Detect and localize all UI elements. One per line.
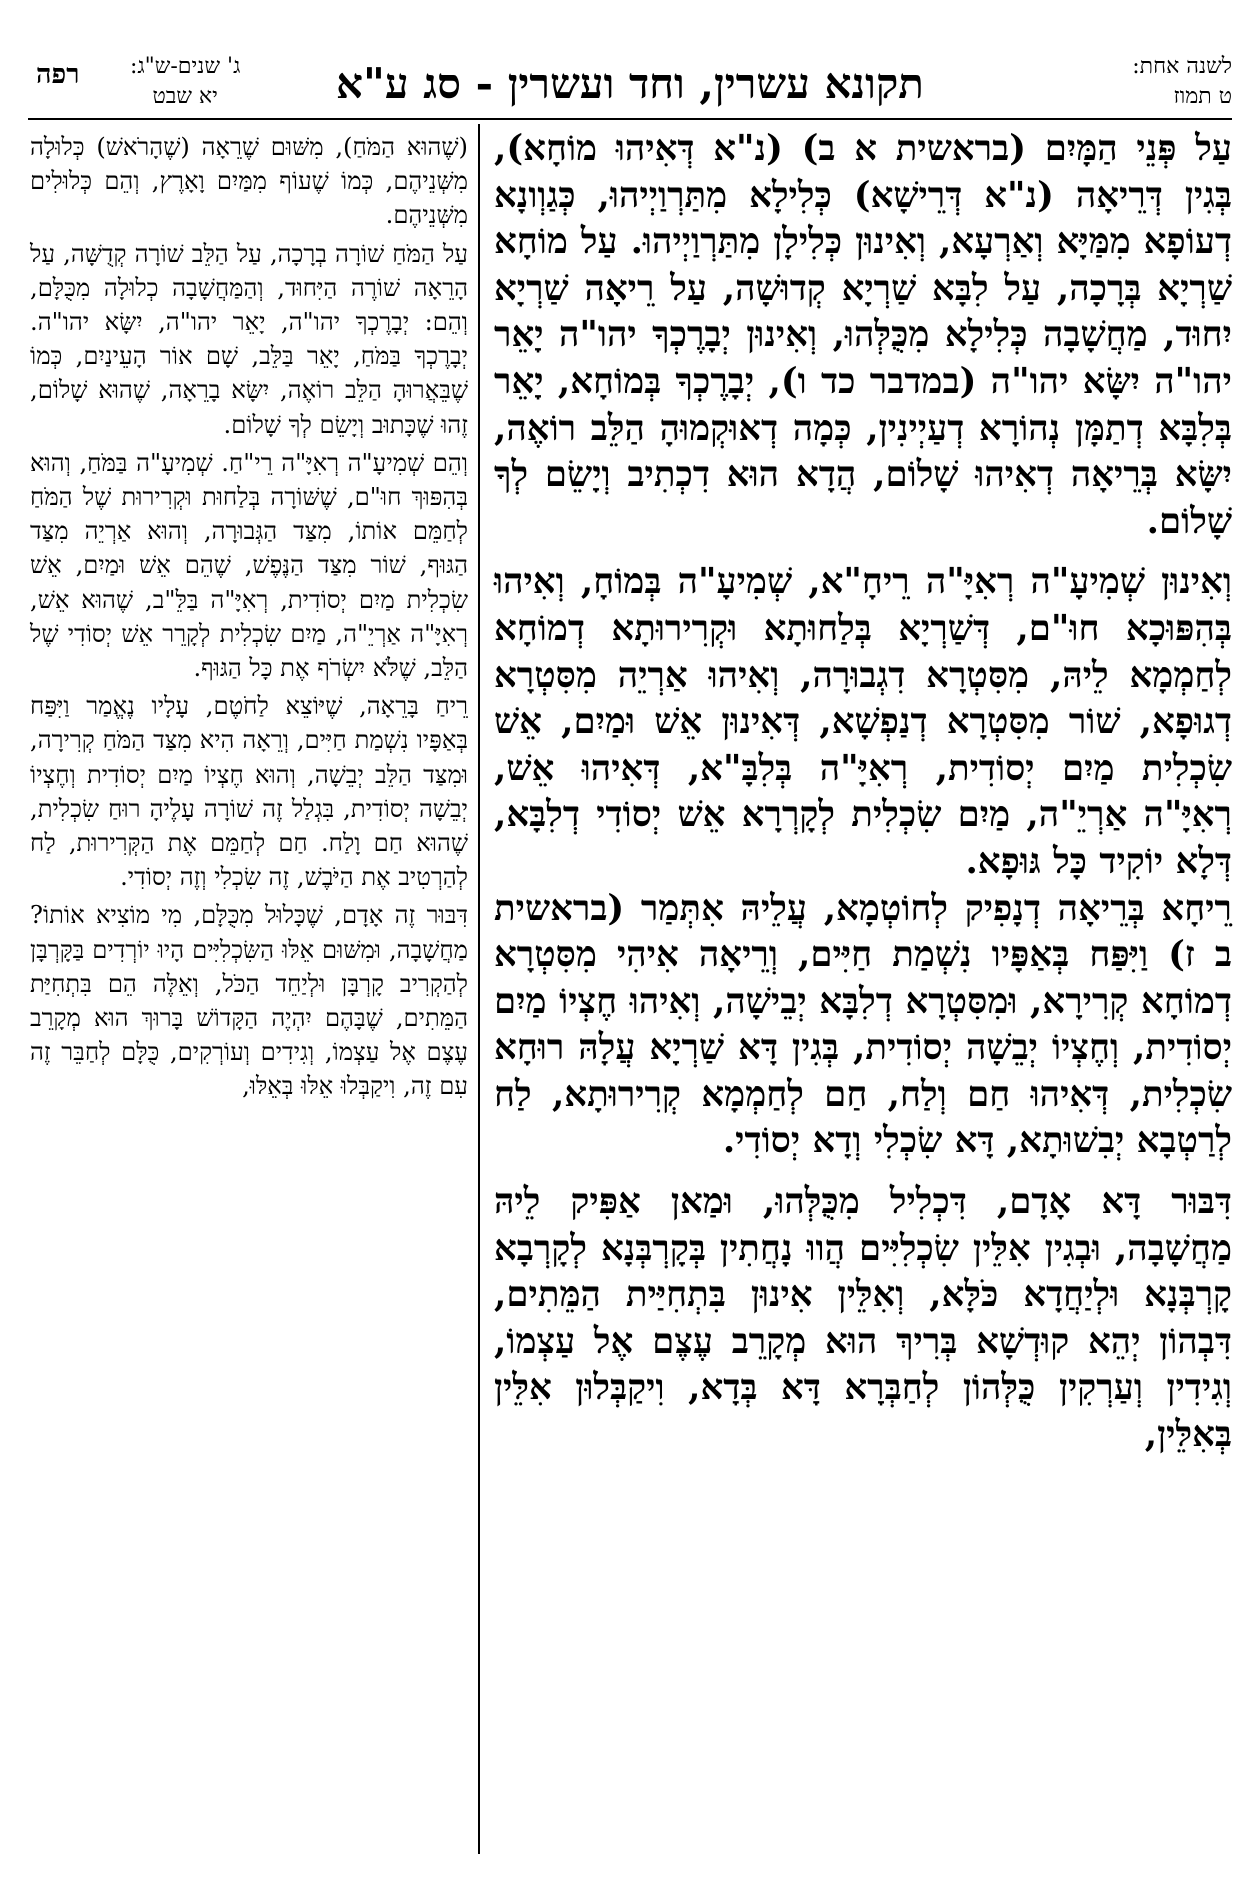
- header-divider: [28, 118, 1232, 120]
- schedule-date: ט תמוז: [1173, 84, 1232, 109]
- main-paragraph: עַל פְּנֵי הַמָּיִם (בראשית א ב) (נ"א דְּאִיהוּ מוֹחָא), בְּגִין דְּרֵיאָה (נ"א דְּרֵישָׁא) כְּלִילָא מִתַּרְוַיְיהוּ, כְּגַוְונָא דְעוֹפָא מִמַּיָּא וְאַרְעָא, וְאִינוּן כְּלִילָן מִתַּרְוַיְיהוּ. עַל מוֹחָא שַׁרְיָא בְּרָכָה, עַל לִבָּא שַׁרְיָא קְדוּשָׁה, עַל רֵיאָה שַׁרְיָא יִחוּד, מַחֲשָׁבָה כְּלִילָא מִכֻּלְּהוּ, וְאִינוּן יְבָרֶכְךָ יהו"ה יָאֵר יהו"ה יִשָּׂא יהו"ה (במדבר כד ו), יְבָרֶכְךָ בְּמוֹחָא, יָאֵר בְּלִבָּא דְתַמָּן נְהוֹרָא דְעַיְינִין, כְּמָה דְאוּקְמוּהָ הַלֵּב רוֹאֶה, יִשָּׂא בְּרֵיאָה דְאִיהוּ שָׁלוֹם, הֲדָא הוּא דִכְתִיב וְיָשֵׂם לְךָ שָׁלוֹם.: [494, 128, 1232, 542]
- commentary-paragraph: דִּבּוּר זֶה אָדָם, שֶׁכָּלוּל מִכֻּלָּם, מִי מוֹצִיא אוֹתוֹ? מַחֲשָׁבָה, וּמִשּׁוּם אֵלּוּ הַשִּׂכְלִיִּים הָיוּ יוֹרְדִים בַּקָּרְבָּן לְהַקְרִיב קָרְבָּן וּלְיַחֵד הַכֹּל, וְאֵלֶּה הֵם בִּתְחִיַּת הַמֵּתִים, שֶׁבָּהֶם יִהְיֶה הַקָּדוֹשׁ בָּרוּךְ הוּא מְקָרֵב עֶצֶם אֶל עַצְמוֹ, וְגִידִים וְעוֹרְקִים, כֻּלָּם לְחַבֵּר זֶה עִם זֶה, וִיקַבְּלוּ אֵלּוּ בְּאֵלּוּ,: [30, 901, 468, 1101]
- study-schedule-three-years: [130, 52, 240, 112]
- commentary-paragraph: רֵיחַ בָּרֵאָה, שֶׁיּוֹצֵא לַחֹטֶם, עָלָיו נֶאֱמַר וַיִּפַּח בְּאַפָּיו נִשְׁמַת חַיִּים, וְרֵאָה הִיא מִצַּד הַמֹּחַ קְרִירָה, וּמִצַּד הַלֵּב יְבֵשָׁה, וְהוּא חֶצְיוֹ מַיִם יְסוֹדִית וְחֶצְיוֹ יְבֵשָׁה יְסוֹדִית, בִּגְלַל זֶה שׁוֹרָה עָלֶיהָ רוּחַ שִׂכְלִית, שֶׁהוּא חַם וָלַח. חַם לְחַמֵּם אֶת הַקְּרִירוּת, לַח לְהַרְטִיב אֶת הַיֹּבֶשׁ, זֶה שִׂכְלִי וְזֶה יְסוֹדִי.: [30, 692, 468, 892]
- main-paragraph: וְאִינוּן שְׁמִיעָ"ה רְאִיָּ"ה רֵיחָ"א, שְׁמִיעָ"ה בְּמוֹחָ, וְאִיהוּ בְּהִפּוּכָא חוּ"ם, דְּשַׁרְיָא בְּלַחוּתָא וּקְרִירוּתָא דְמוֹחָא לְחַמְמָא לֵיהּ, מִסִּטְרָא דִגְבוּרָה, וְאִיהוּ אַרְיֵה מִסִּטְרָא דְגוּפָא, שׁוֹר מִסִּטְרָא דְנַפְשָׁא, דְּאִינוּן אֵשׁ וּמַיִם, אֵשׁ שִׂכְלִית מַיִם יְסוֹדִית, רְאִיָּ"ה בְּלִבָּ"א, דְּאִיהוּ אֵשׁ, רְאִיָּ"ה אַרְיֵ"ה, מַיִם שִׂכְלִית לְקָרְרָא אֵשׁ יְסוֹדִי דְלִבָּא, דְּלָא יוֹקִיד כָּל גּוּפָא.: [494, 561, 1232, 882]
- commentary-paragraph: עַל הַמֹּחַ שׁוֹרָה בְרָכָה, עַל הַלֵּב שׁוֹרָה קְדֻשָּׁה, עַל הָרֵאָה שׁוֹרֶה הַיִּחוּד, וְהַמַּחֲשָׁבָה כְלוּלָה מִכֻּלָּם, וְהֵם: יְבָרֶכְךָ יהו"ה, יָאֵר יהו"ה, יִשָּׂא יהו"ה. יְבָרֶכְךָ בַּמֹּחַ, יָאֵר בַּלֵּב, שָׁם אוֹר הָעֵינַיִם, כְּמוֹ שֶׁבֵּאֲרוּהָ הַלֵּב רוֹאֶה, יִשָּׂא בָרֵאָה, שֶׁהוּא שָׁלוֹם, זֶהוּ שֶׁכָּתוּב וְיָשֵׂם לְךָ שָׁלוֹם.: [30, 239, 468, 439]
- schedule-label: לשנה אחת:: [1132, 54, 1232, 79]
- page-title: תקונא עשרין, וחד ועשרין - סג ע"א: [336, 59, 924, 108]
- main-paragraph: רֵיחָא בְּרֵיאָה דְנָפִיק לְחוֹטְמָא, עֲלֵיהּ אִתְּמַר (בראשית ב ז) וַיִּפַּח בְּאַפָּיו נִשְׁמַת חַיִּים, וְרֵיאָה אִיהִי מִסִּטְרָא דְמוֹחָא קְרִירָא, וּמִסִּטְרָא דְלִבָּא יְבֵישָׁה, וְאִיהוּ חֶצְיוֹ מַיִם יְסוֹדִית, וְחֶצְיוֹ יְבֵשָׁה יְסוֹדִית, בְּגִין דָּא שַׁרְיָא עֲלָהּ רוּחָא שִׂכְלִית, דְּאִיהוּ חַם וְלַח, חַם לְחַמְמָא קְרִירוּתָא, לַח לְרַטְבָא יְבִשׁוּתָא, דָּא שִׂכְלִי וְדָא יְסוֹדִי.: [494, 887, 1232, 1162]
- commentary-column: [30, 130, 468, 1104]
- column-divider: [478, 124, 480, 1854]
- schedule-label-3y: ג' שנים-ש"ג:: [130, 54, 241, 79]
- main-text-column: [494, 126, 1232, 1459]
- schedule-date-3y: יא שבט: [152, 84, 218, 109]
- commentary-paragraph: וְהֵם שְׁמִיעָ"ה רְאִיָּ"ה רֵי"חַ. שְׁמִיעָ"ה בַּמֹּחַ, וְהוּא בְּהִפּוּךְ חוּ"ם, שֶׁשּׁוֹרָה בְּלַחוּת וּקְרִירוּת שֶׁל הַמֹּחַ לְחַמֵּם אוֹתוֹ, מִצַּד הַגְּבוּרָה, וְהוּא אַרְיֵה מִצַּד הַגּוּף, שׁוֹר מִצַּד הַנֶּפֶשׁ, שֶׁהֵם אֵשׁ וּמַיִם, אֵשׁ שִׂכְלִית מַיִם יְסוֹדִית, רְאִיָּ"ה בַּלֵּ"ב, שֶׁהוּא אֵשׁ, רְאִיָּ"ה אַרְיֵ"ה, מַיִם שִׂכְלִית לְקָרֵר אֵשׁ יְסוֹדִי שֶׁל הַלֵּב, שֶׁלֹּא יִשְׂרֹף אֶת כָּל הַגּוּף.: [30, 448, 468, 683]
- main-paragraph: דִּבּוּר דָּא אָדָם, דִּכְלִיל מִכֻּלְּהוּ, וּמַאן אַפִּיק לֵיהּ מַחֲשָׁבָה, וּבְגִין אִלֵּין שִׂכְלִיִּים הֲווּ נָחֲתִין בְּקָרְבְּנָא לְקָרְבָא קָרְבְּנָא וּלְיַחֲדָא כֹּלָּא, וְאִלֵּין אִינוּן בִּתְחִיַּית הַמֵּתִים, דִּבְהוֹן יְהֵא קוּדְשָׁא בְּרִיךְ הוּא מְקָרֵב עֶצֶם אֶל עַצְמוֹ, וְגִידִין וְעַרְקִין כֻּלְּהוֹן לְחַבְּרָא דָּא בְּדָא, וִיקַבְּלוּן אִלֵּין בְּאִלֵּין,: [494, 1181, 1232, 1456]
- commentary-paragraph: (שֶׁהוּא הַמֹּחַ), מִשּׁוּם שֶׁרֵאָה (שֶׁהָרֹאשׁ) כְּלוּלָה מִשְּׁנֵיהֶם, כְּמוֹ שֶׁעוֹף מִמַּיִם וָאָרֶץ, וְהֵם כְּלוּלִים מִשְּׁנֵיהֶם.: [30, 133, 468, 230]
- page-number: רפה: [36, 59, 80, 90]
